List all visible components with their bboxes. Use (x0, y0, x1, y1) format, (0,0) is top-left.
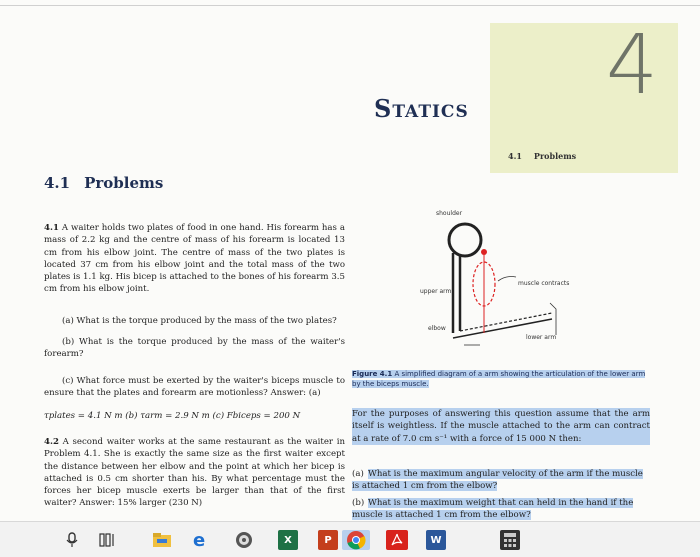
figure-caption (352, 369, 650, 389)
problem-4-1-question-b: (b) What is the torque produced by the mass of the waiter's forearm? (44, 337, 345, 360)
section-number: 4.1 (44, 174, 71, 192)
problem-4-2-text (44, 436, 345, 510)
edge-icon[interactable] (190, 530, 210, 550)
problem-4-1-question-a: (a) What is the torque produced by the mass of the two plates? (62, 316, 337, 326)
label-elbow: elbow (428, 325, 446, 332)
excel-icon[interactable]: X (278, 530, 298, 550)
problem-4-2-label: 4.2 (44, 437, 59, 447)
task-view-icon[interactable] (98, 530, 118, 550)
sub-b-marker: (b) (352, 498, 365, 508)
chrome-icon[interactable] (342, 530, 370, 550)
right-problem-intro: For the purposes of answering this question assume that the arm itself is weightless. If the muscle attached to the arm can contract at a rate of 7.0 cm s⁻¹ with a force of 15 000 N then: (352, 409, 650, 444)
section-heading (44, 174, 163, 192)
media-icon[interactable] (234, 530, 254, 550)
problem-4-2-body: A second waiter works at the same restaurant as the waiter in Problem 4.1. She is exactly the same size as the first waiter except the distance between her elbow and the point at which her bicep is attached is 0.5 cm shorter than his. By what percentage must the forces her bicep muscle exerts be larger than that of the first waiter? Answer: 15% larger (230 N) (44, 437, 345, 509)
label-upper-arm: upper arm (420, 288, 452, 295)
word-icon[interactable]: W (426, 530, 446, 550)
file-explorer-icon[interactable] (152, 530, 172, 550)
section-title: Problems (84, 174, 164, 192)
chapter-title: Statics (374, 94, 469, 123)
powerpoint-icon[interactable]: P (318, 530, 338, 550)
label-muscle-contracts: muscle contracts (518, 280, 570, 287)
sub-b-text: What is the maximum weight that can held in the hand if the muscle is attached 1 cm from the elbow? (352, 498, 634, 520)
label-shoulder: shoulder (436, 210, 463, 217)
label-lower-arm: lower arm (526, 334, 557, 341)
acrobat-icon[interactable] (386, 530, 408, 550)
right-problem-sub-b (352, 497, 650, 521)
muscle-label-arrow (498, 277, 516, 282)
problem-4-1-answers: τplates = 4.1 N m (b) τarm = 2.9 N m (c) Fbiceps = 200 N (44, 411, 301, 421)
sub-a-marker: (a) (352, 469, 364, 479)
figure-caption-text: A simplified diagram of a arm showing the articulation of the lower arm by the biceps muscle. (352, 370, 646, 388)
microphone-icon[interactable] (62, 530, 82, 550)
taskbar (0, 521, 700, 557)
right-problem-sub-a (352, 468, 650, 492)
running-section-number: 4.1 (508, 151, 522, 161)
chapter-number-box (490, 18, 678, 173)
running-section-title: Problems (533, 151, 577, 161)
shoulder-joint (449, 224, 481, 256)
chapter-number: 4 (605, 18, 658, 113)
svg-text:e: e (193, 530, 206, 550)
calculator-icon[interactable] (500, 530, 520, 550)
problem-4-1-text (44, 222, 345, 296)
problem-4-1-question-c: (c) What force must be exerted by the waiter's biceps muscle to ensure that the plates and forearm are motionless? Answer: (a) (44, 376, 345, 399)
figure-caption-label: Figure 4.1 (352, 370, 393, 378)
sub-a-text: What is the maximum angular velocity of the arm if the muscle is attached 1 cm from the elbow? (352, 469, 643, 491)
arm-diagram (420, 205, 580, 365)
running-section (508, 151, 588, 161)
page-top-rule (0, 5, 700, 6)
problem-4-1-label: 4.1 (44, 223, 59, 233)
problem-4-1-body: A waiter holds two plates of food in one hand. His forearm has a mass of 2.2 kg and the centre of mass of his forearm is located 13 cm from his elbow joint. The centre of mass of the two plates is located 37 cm from his elbow joint and the total mass of the two plates is 1.1 kg. His bicep is attached to the bones of his forearm 3.5 cm from his elbow joint. (44, 223, 345, 295)
